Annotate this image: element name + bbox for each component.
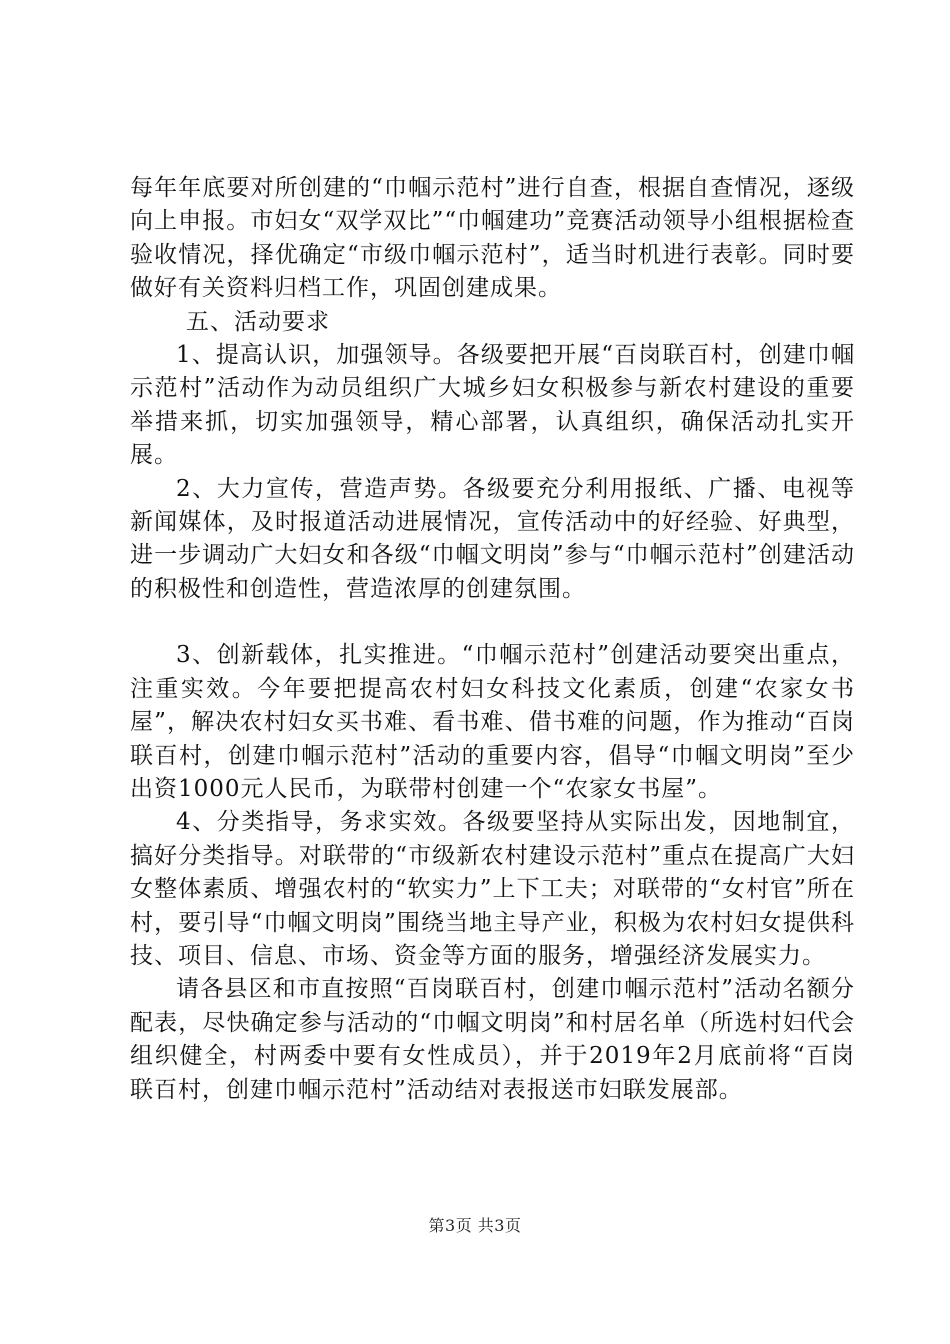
paragraph-requirement-2: 2、大力宣传，营造声势。各级要充分利用报纸、广播、电视等新闻媒体，及时报道活动进展情况，宣传活动中的好经验、好典型，进一步调动广大妇女和各级“巾帼文明岗”参与“巾帼示范村”创建活动的积极性和创造性，营造浓厚的创建氛围。 [130,475,855,602]
paragraph-requirement-1: 1、提高认识，加强领导。各级要把开展“百岗联百村，创建巾帼示范村”活动作为动员组织广大城乡妇女积极参与新农村建设的重要举措来抓，切实加强领导，精心部署，认真组织，确保活动扎实开展。 [130,342,855,469]
section-heading-activity-requirements: 五、活动要求 [186,308,330,335]
paragraph-requirement-4: 4、分类指导，务求实效。各级要坚持从实际出发，因地制宜，搞好分类指导。对联带的“市级新农村建设示范村”重点在提高广大妇女整体素质、增强农村的“软实力”上下工夫；对联带的“女村官”所在村，要引导“巾帼文明岗”围绕当地主导产业，积极为农村妇女提供科技、项目、信息、市场、资金等方面的服务，增强经济发展实力。 [130,809,855,969]
page-footer [0,1213,950,1236]
page-number-label: 第3页 共3页 [428,1216,522,1235]
paragraph-requirement-3: 3、创新载体，扎实推进。“巾帼示范村”创建活动要突出重点，注重实效。今年要把提高农村妇女科技文化素质，创建“农家女书屋”，解决农村妇女买书难、看书难、借书难的问题，作为推动“百岗联百村，创建巾帼示范村”活动的重要内容，倡导“巾帼文明岗”至少出资1000元人民币，为联带村创建一个“农家女书屋”。 [130,642,855,802]
paragraph-gap [130,606,855,639]
paragraph-self-inspection: 每年年底要对所创建的“巾帼示范村”进行自查，根据自查情况，逐级向上申报。市妇女“双学双比”“巾帼建功”竞赛活动领导小组根据检查验收情况，择优确定“市级巾帼示范村”，适当时机进行表彰。同时要做好有关资料归档工作，巩固创建成果。 [130,175,855,302]
document-body [130,172,855,1107]
paragraph-closing-instructions: 请各县区和市直按照“百岗联百村，创建巾帼示范村”活动名额分配表，尽快确定参与活动的“巾帼文明岗”和村居名单（所选村妇代会组织健全，村两委中要有女性成员），并于2019年2月底前将“百岗联百村，创建巾帼示范村”活动结对表报送市妇联发展部。 [130,976,855,1103]
